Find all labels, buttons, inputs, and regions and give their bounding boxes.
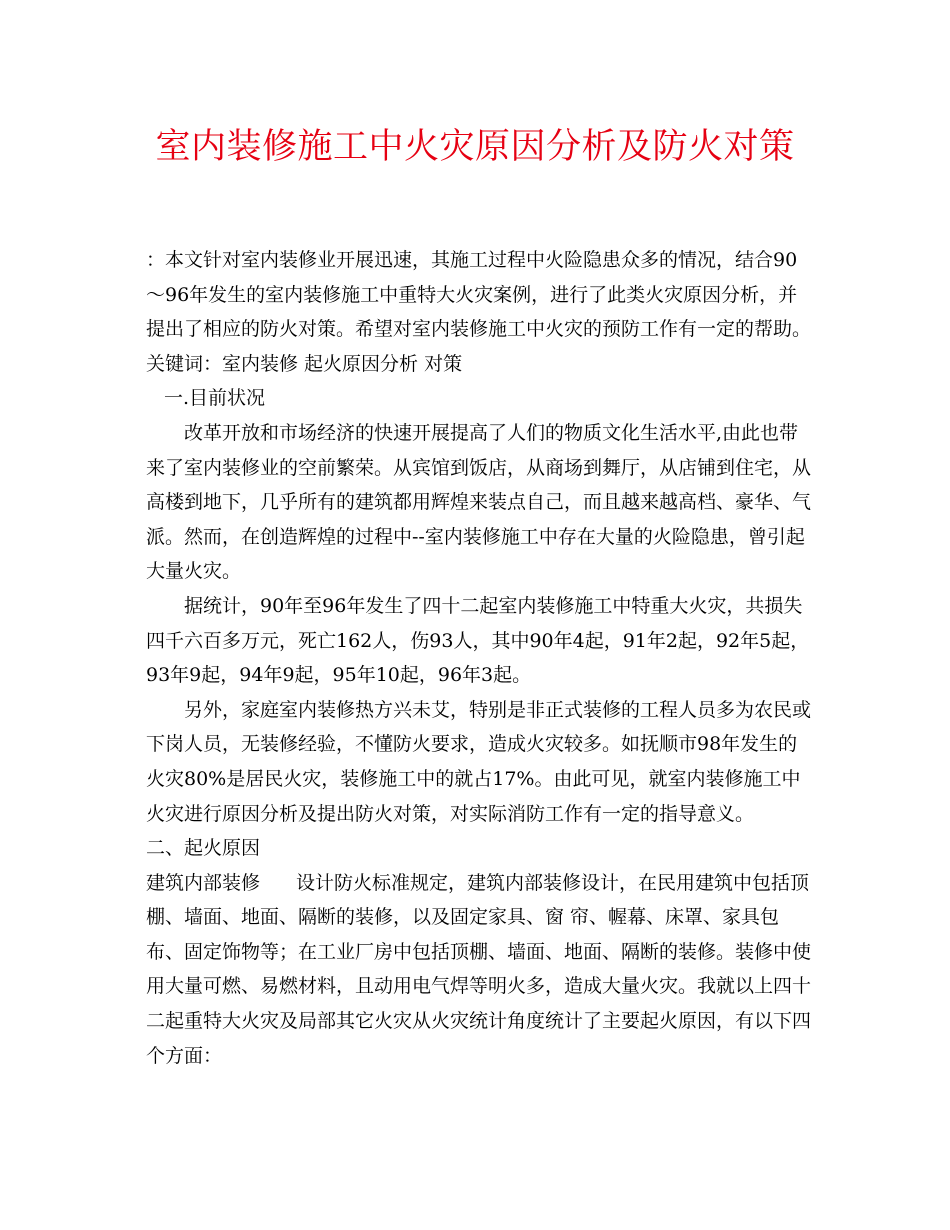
keywords-line: 关键词：室内装修 起火原因分析 对策: [146, 352, 463, 375]
section1-paragraph-2: 据统计，90年至96年发生了四十二起室内装修施工中特重大火灾，共损失四千六百多万元，死亡162人，伤93人，其中90年4起，91年2起，92年5起，93年9起，94年9起，95年10起，96年3起。: [146, 594, 810, 687]
section1-heading: 一.目前状况: [164, 387, 266, 410]
section2-paragraph: [146, 866, 811, 1074]
section1-paragraph-1: 改革开放和市场经济的快速开展提高了人们的物质文化生活水平,由此也带来了室内装修业的空前繁荣。从宾馆到饭店，从商场到舞厅，从店铺到住宅，从高楼到地下，几乎所有的建筑都用辉煌来装点自己，而且越来越高档、豪华、气派。然而，在创造辉煌的过程中--室内装修施工中存在大量的火险隐患，曾引起大量火灾。: [146, 421, 812, 583]
section2-heading: 二、起火原因: [146, 837, 261, 860]
section1-paragraph-3: 另外，家庭室内装修热方兴未艾，特别是非正式装修的工程人员多为农民或下岗人员，无装修经验，不懂防火要求，造成火灾较多。如抚顺市98年发生的火灾80%是居民火灾，装修施工中的就占17%。由此可见，就室内装修施工中火灾进行原因分析及提出防火对策，对实际消防工作有一定的指导意义。: [146, 698, 812, 825]
document-title: 室内装修施工中火灾原因分析及防火对策: [155, 127, 795, 167]
section2-lead: 建筑内部装修: [146, 871, 261, 894]
section2-text: 设计防火标准规定，建筑内部装修设计，在民用建筑中包括顶棚、墙面、地面、隔断的装修，以及固定家具、窗 帘、幄幕、床罩、家具包布、固定饰物等；在工业厂房中包括顶棚、墙面、地面、隔断的装修。装修中使用大量可燃、易燃材料，且动用电气焊等明火多，造成大量火灾。我就以上四十二起重特大火灾及局部其它火灾从火灾统计角度统计了主要起火原因，有以下四个方面：: [146, 871, 812, 1067]
abstract-paragraph: ：本文针对室内装修业开展迅速，其施工过程中火险隐患众多的情况，结合90～96年发生的室内装修施工中重特大火灾案例，进行了此类火灾原因分析，并提出了相应的防火对策。希望对室内装修施工中火灾的预防工作有一定的帮助。: [146, 249, 812, 341]
document-body: [146, 243, 811, 1073]
